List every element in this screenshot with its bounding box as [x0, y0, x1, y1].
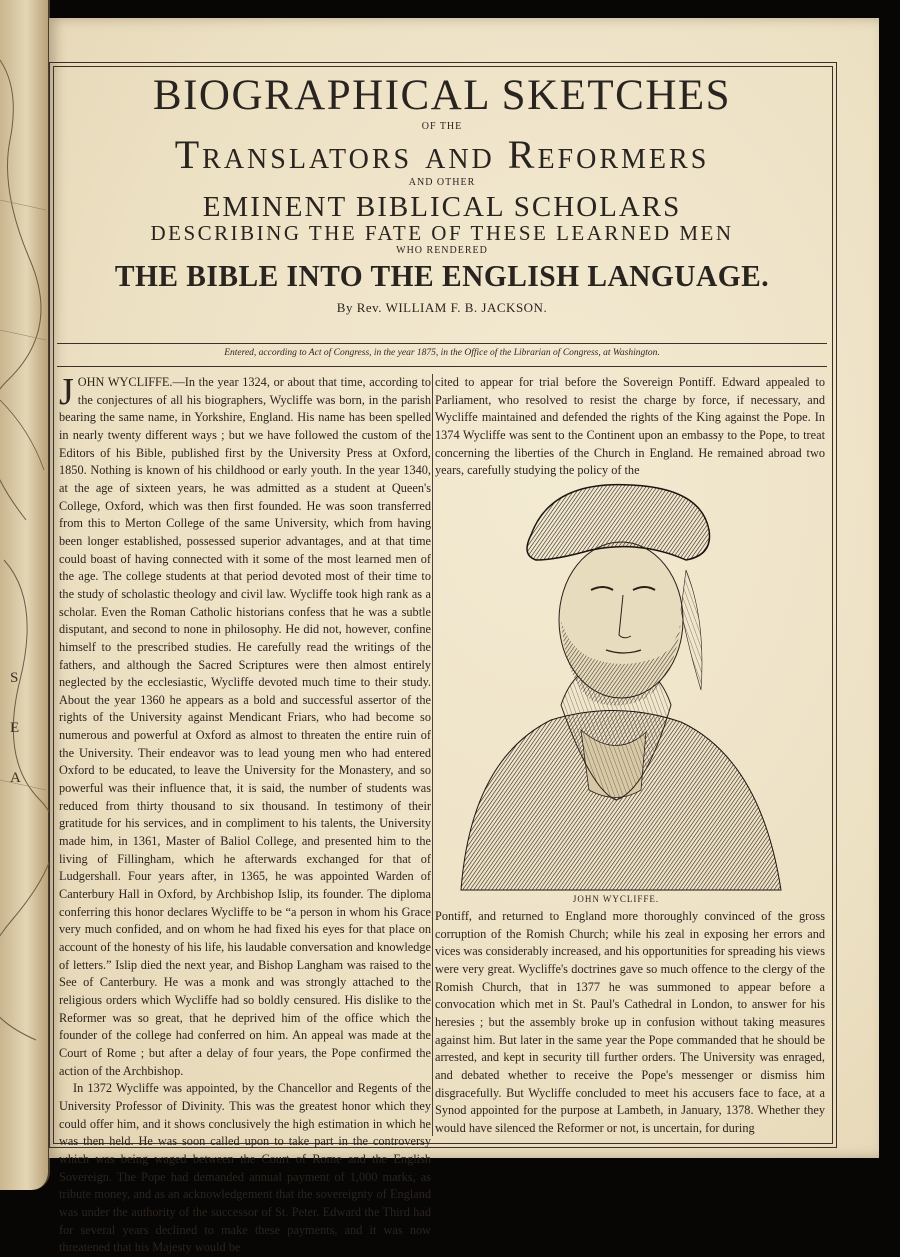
header-rule-top [57, 343, 827, 344]
right-text-column-top: cited to appear for trial before the Sovereign Pontiff. Edward appealed to Parliament, who resolved to resist the charge by force, if necessary, and Wycliffe maintained and defended the rights of the King against the Pope. In 1374 Wycliffe was sent to the Continent upon an embassy to the Pope, to treat concerning the liberties of the Church in England. He remained abroad two years, carefully studying the policy of the [435, 375, 825, 478]
column-divider [432, 374, 433, 1136]
title-bible-english: THE BIBLE INTO THE ENGLISH LANGUAGE. [114, 258, 770, 293]
title-who-rendered: WHO RENDERED [396, 245, 488, 256]
left-text-column [59, 371, 431, 1255]
map-letter: S [10, 670, 19, 686]
map-letter: E [10, 720, 20, 736]
title-of-the: OF THE [421, 121, 463, 132]
portrait-caption: JOHN WYCLIFFE. [572, 894, 660, 904]
title-biographical-sketches: BIOGRAPHICAL SKETCHES [152, 72, 732, 119]
copyright-notice: Entered, according to Act of Congress, in the year 1875, in the Office of the Librarian of Congress, at Washington. [224, 348, 660, 358]
right-text-column-bottom: Pontiff, and returned to England more thoroughly convinced of the gross corruption of the Romish Church; while his zeal in exposing her errors and vices was considerably increased, and his opportunities for spreading his views were very great. Wycliffe's doctrines gave so much offence to the clergy of the Romish Church, that in 1377 he was summoned to appear before a convocation which met in St. Paul's Cathedral in London, to answer for his heresies ; but the assembly broke up in confusion without taking measures against him. But later in the same year the Pope commanded that he should be arrested, and kept in security till further orders. The University was enraged, and debated whether to receive the Pope's messenger or dismiss him disgracefully. But Wycliffe concluded to meet his accusers face to face, at a Synod appointed for the purpose at Lambeth, in January, 1378. Whether they would have silenced the Reformer or not, is uncertain, for during [435, 909, 825, 1135]
map-letter: A [10, 770, 21, 786]
title-eminent-scholars: EMINENT BIBLICAL SCHOLARS [202, 191, 682, 223]
author-byline: By Rev. WILLIAM F. B. JACKSON. [336, 300, 548, 315]
title-translators-reformers: Translators and Reformers [174, 132, 710, 177]
title-and-other: AND OTHER [408, 177, 476, 188]
map-lines-graphic [0, 0, 48, 1190]
drop-cap: J [59, 371, 74, 413]
body-paragraph: OHN WYCLIFFE.—In the year 1324, or about that time, according to the conjectures of all his biographers, Wycliffe was born, in the parish bearing the same name, in Yorkshire, England. His name has been spelled in nearly twenty different ways ; but we have followed the custom of the Editors of his Bible, published first by the University Press at Oxford, 1850. Nothing is known of his childhood or early youth. In the year 1340, at the age of sixteen years, he was admitted as a student at Queen's College, Oxford, which was then first founded. He was soon transferred from this to Merton College of the same University, which from having been longer established, possessed superior advantages, and at that time could boast of having connected with it some of the most learned men of the age. The college students at that period devoted most of their time to the study of scholastic theology and civil law. Wycliffe took high rank as a scholar. Even the Roman Catholic historians confess that he was a subtle disputant, and second to none in philosophy. He did not, however, confine himself to the prescribed studies. He carefully read the writings of the fathers, and although the Sacred Scriptures were then almost entirely neglected by the ecclesiastic, Wycliffe devoted much time to their study. About the year 1360 he appears as a bold and successful assertor of the rights of the University against Mendicant Friars, who had become so numerous and powerful at Oxford as almost to threaten the entire ruin of the University. Their endeavor was to lead young men who had entered Oxford to be educated, to leave the University for the Monastery, and so powerful was their influence that, it is said, the number of students was reduced from thirty thousand to six thousand. In testimony of their gratitude for his services, and in compliment to his talents, the University made him, in 1361, Master of Baliol College, and presented him to the living of Fillingham, which he afterwards exchanged for that of Ludgershall. Four years after, in 1365, he was appointed Warden of Canterbury Hall in Oxford, by Archbishop Islip, its founder. The diploma conferring this honor declares Wycliffe to be “a person in whom his Grace very much confided, and on whom he had fixed his eyes for that place on account of the honesty of his life, his laudable conversation and knowledge of letters.” Islip died the next year, and Bishop Langham was raised to the See of Canterbury. He was a monk and was strongly attached to the religious orders which Wycliffe had so boldly censured. His dislike to the Reformer was so great, that he deprived him of the office which the founder of the college had conferred on him. An appeal was made at the Court of Rome ; but after a delay of four years, the Pope confirmed the action of the Archbishop. [59, 375, 431, 1078]
header-rule-bottom [57, 366, 827, 367]
portrait-engraving [441, 460, 791, 890]
book-page [49, 18, 879, 1255]
title-block [49, 70, 835, 316]
adjacent-map-page [0, 0, 50, 1190]
body-paragraph: In 1372 Wycliffe was appointed, by the Chancellor and Regents of the University Professor of Divinity. This was the greatest honor which they could offer him, and it shows conclusively the high estimation in which he was then held. He was soon called upon to take part in the controversy which was being waged between the Court of Rome and the English Sovereign. The Pope had demanded annual payment of 1,000 marks, as tribute money, and as an acknowledgement that the sovereignty of England was under the authority of the successor of St. Peter. Edward the Third had for several years declined to make these payments, and it was now threatened that his Majesty would be [59, 1081, 431, 1255]
title-describing-fate: DESCRIBING THE FATE OF THESE LEARNED MEN [150, 221, 734, 245]
